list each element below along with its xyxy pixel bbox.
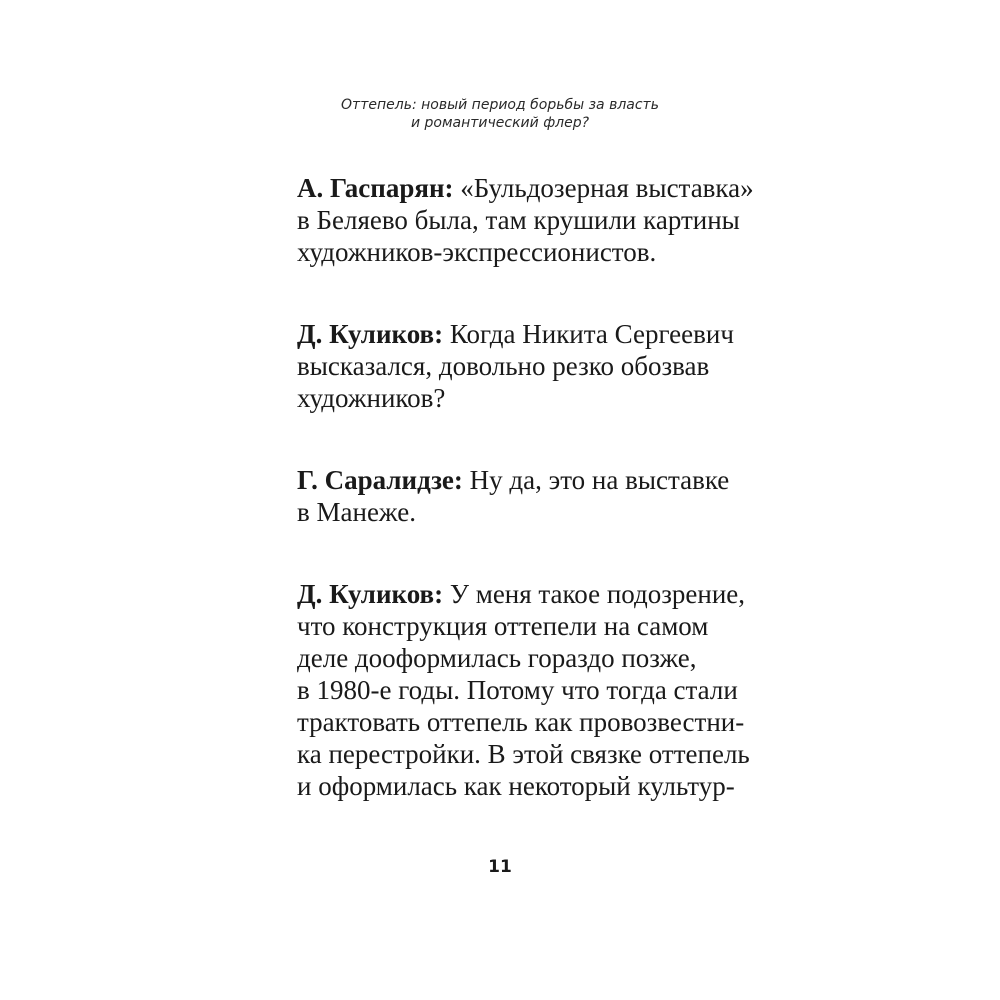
paragraph-line: высказался, довольно резко обозвав xyxy=(297,351,710,381)
running-head-line-2: и романтический флер? xyxy=(410,115,590,131)
paragraph-line: ка перестройки. В этой связке оттепель xyxy=(297,739,750,769)
paragraph-kulikov-2 xyxy=(297,578,750,802)
paragraph-line xyxy=(297,172,754,204)
paragraph-line: в Манеже. xyxy=(297,497,416,527)
paragraph-kulikov-1 xyxy=(297,318,734,414)
paragraph-line xyxy=(297,464,730,496)
paragraph-saralidze xyxy=(297,464,730,528)
paragraph-line: деле дооформилась гораздо позже, xyxy=(297,643,697,673)
paragraph-line xyxy=(297,318,734,350)
paragraph-text: Ну да, это на выставке xyxy=(469,465,730,495)
paragraph-line: в Беляево была, там крушили картины xyxy=(297,205,740,235)
body-text xyxy=(297,172,754,852)
paragraph-line: художников-экспрессионистов. xyxy=(297,237,657,267)
paragraph-gasparyan xyxy=(297,172,754,268)
paragraph-line: что конструкция оттепели на самом xyxy=(297,611,709,641)
speaker-name: Д. Куликов: xyxy=(297,319,444,349)
paragraph-line: и оформилась как некоторый культур- xyxy=(297,771,735,801)
paragraph-text: У меня такое подозрение, xyxy=(449,579,746,609)
speaker-name: А. Гаспарян: xyxy=(297,173,454,203)
speaker-name: Д. Куликов: xyxy=(297,579,444,609)
running-head-line-1: Оттепель: новый период борьбы за власть xyxy=(341,97,659,113)
paragraph-line xyxy=(297,578,746,610)
paragraph-line: художников? xyxy=(297,383,446,413)
speaker-name: Г. Саралидзе: xyxy=(297,465,463,495)
paragraph-line: трактовать оттепель как провозвестни- xyxy=(297,707,745,737)
page-number: 11 xyxy=(488,857,512,877)
paragraph-text: «Бульдозерная выставка» xyxy=(460,173,754,203)
paragraph-line: в 1980-е годы. Потому что тогда стали xyxy=(297,675,738,705)
running-head xyxy=(0,96,1000,132)
paragraph-text: Когда Никита Сергеевич xyxy=(449,319,734,349)
